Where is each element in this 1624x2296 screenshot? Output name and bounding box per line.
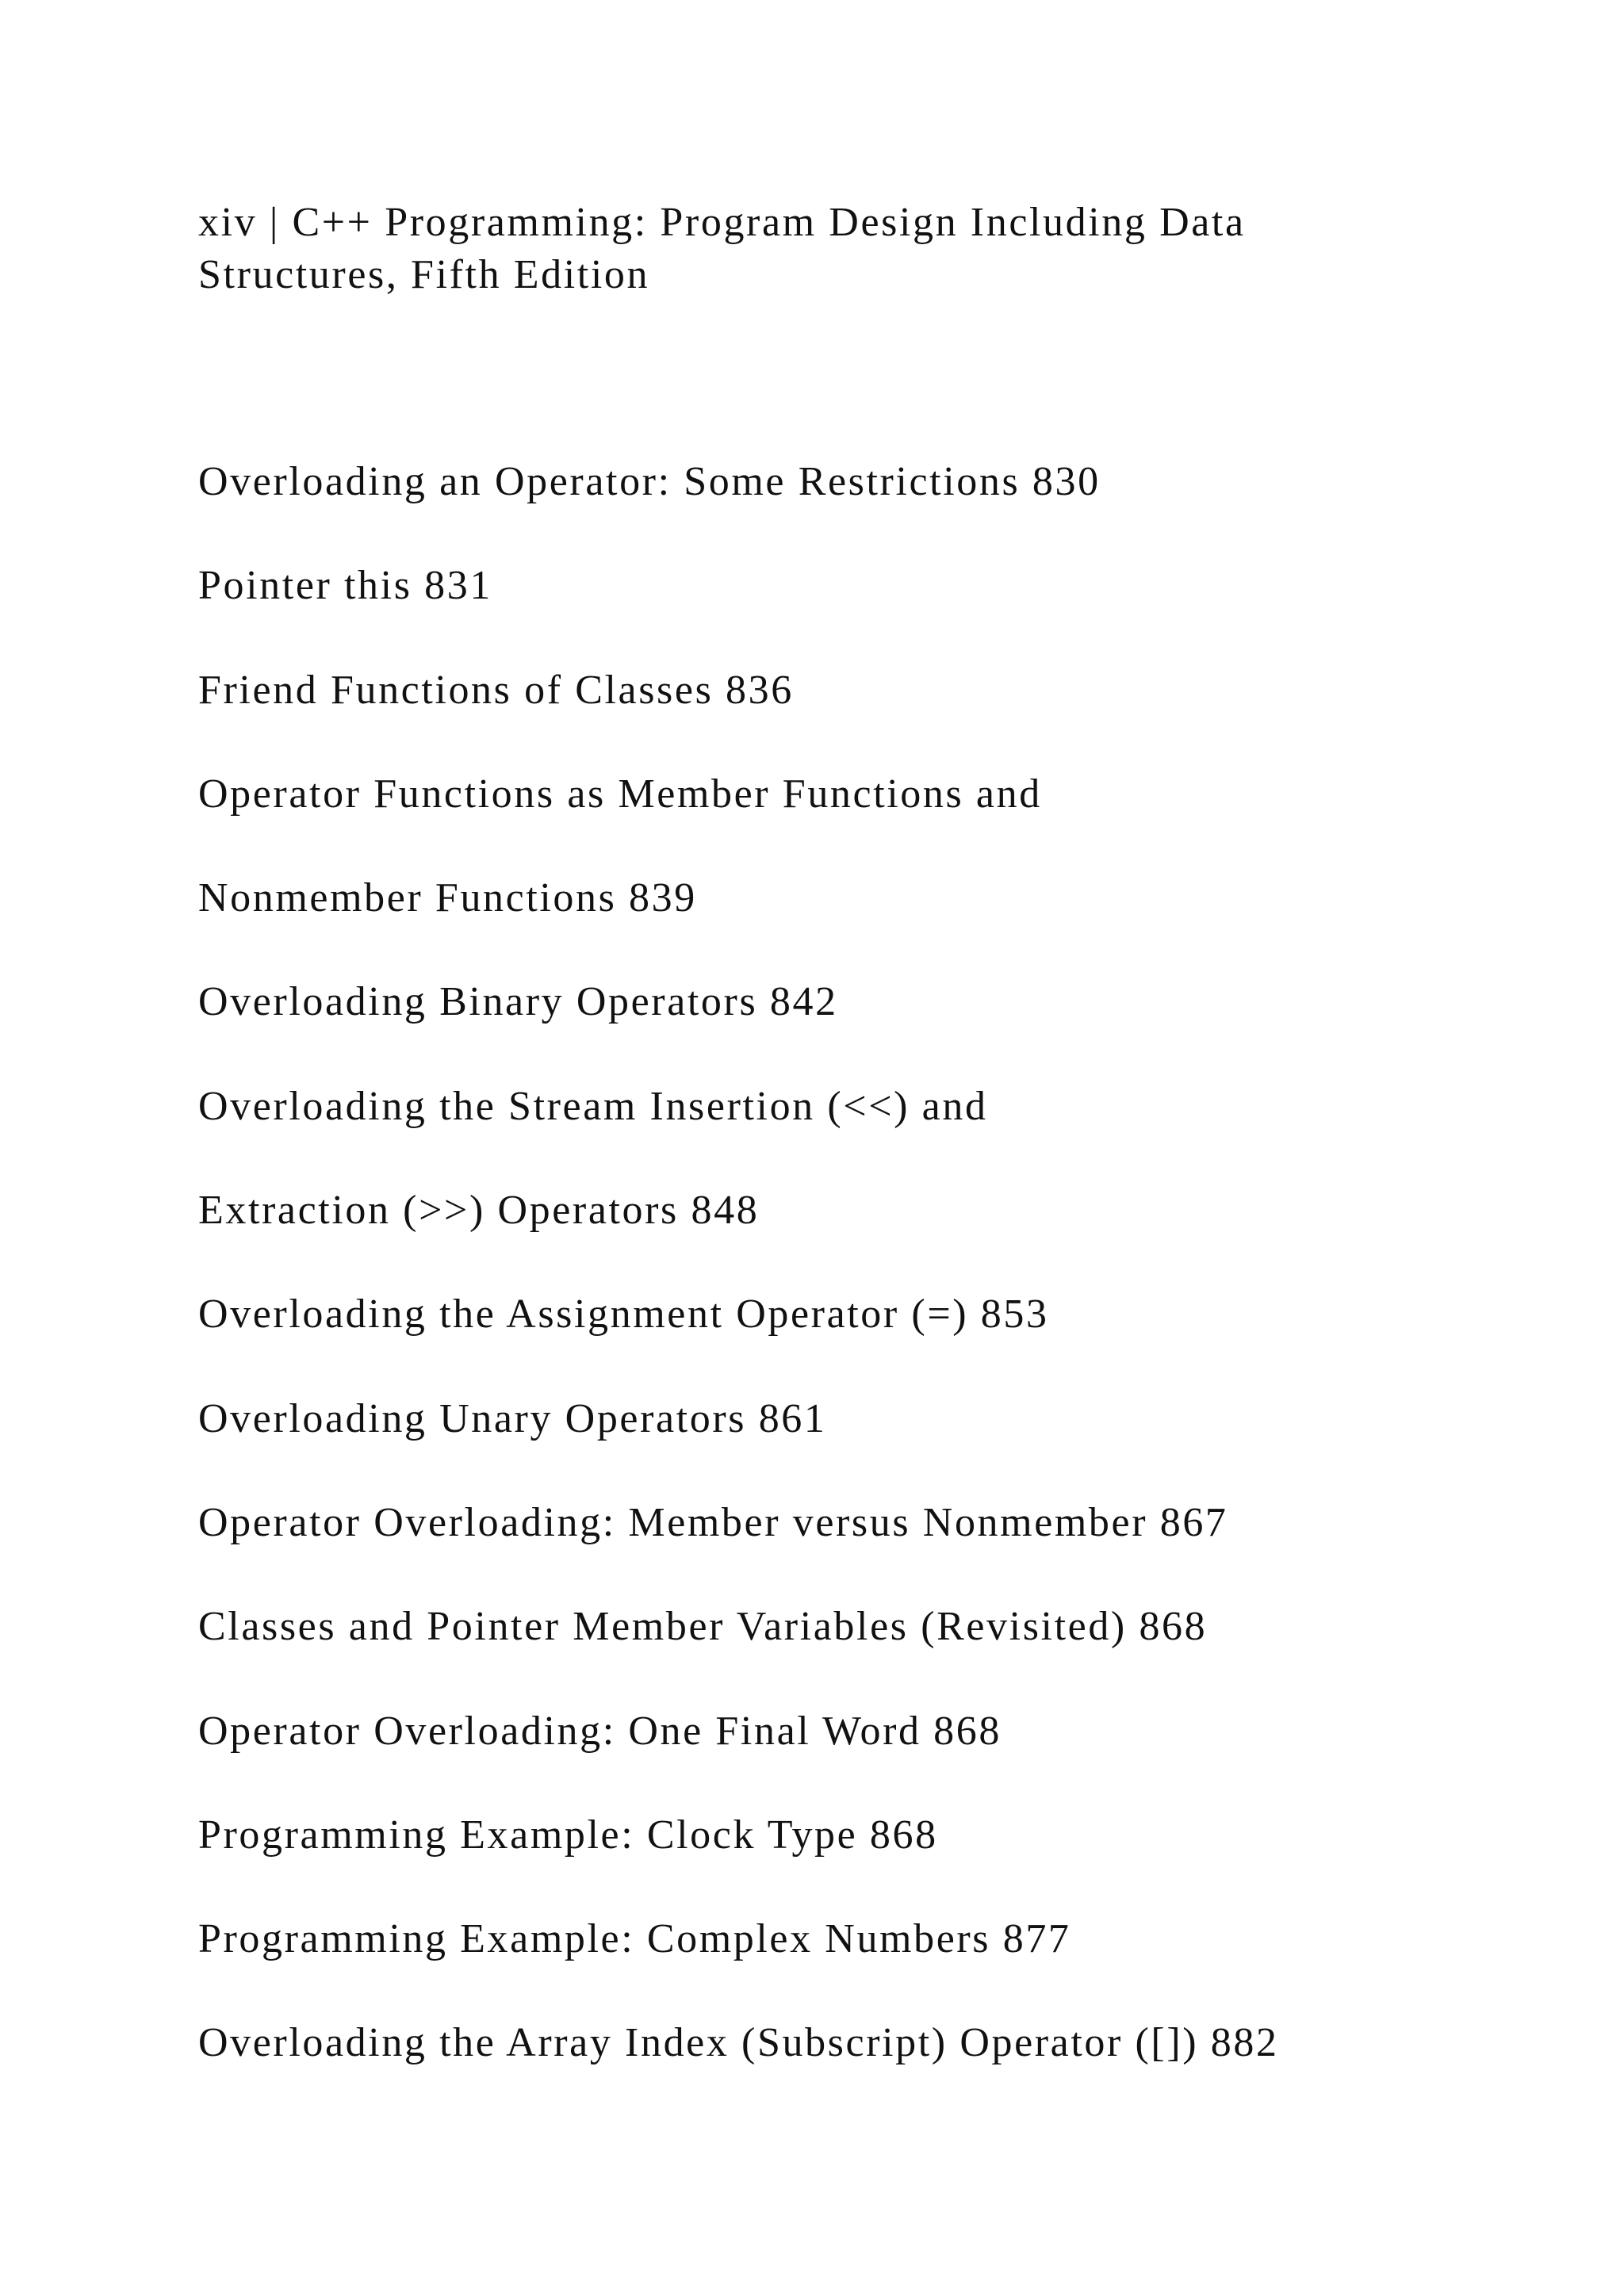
toc-entry: Classes and Pointer Member Variables (Revisited) 868: [198, 1604, 1208, 1650]
toc-entry: Overloading the Assignment Operator (=) 853: [198, 1292, 1049, 1337]
header-line-2: Structures, Fifth Edition: [198, 252, 650, 297]
toc-entry: Extraction (>>) Operators 848: [198, 1188, 760, 1234]
header-line-1: xiv | C++ Programming: Program Design Including Data: [198, 200, 1246, 245]
toc-entry: Overloading an Operator: Some Restrictions 830: [198, 459, 1101, 504]
toc-entry: Overloading Unary Operators 861: [198, 1395, 827, 1441]
toc-entry: Operator Functions as Member Functions and: [198, 771, 1042, 817]
toc-entry: Nonmember Functions 839: [198, 875, 697, 921]
toc-entry: Operator Overloading: One Final Word 868: [198, 1708, 1002, 1754]
toc-entry: Overloading the Stream Insertion (<<) and: [198, 1083, 988, 1129]
table-of-contents: [198, 452, 1546, 2118]
toc-entry: Overloading the Array Index (Subscript) Operator ([]) 882: [198, 2020, 1279, 2066]
page-header: [198, 197, 1435, 301]
toc-entry: Programming Example: Clock Type 868: [198, 1812, 938, 1858]
toc-entry: Friend Functions of Classes 836: [198, 667, 794, 713]
toc-entry: Programming Example: Complex Numbers 877: [198, 1916, 1071, 1962]
toc-entry: Operator Overloading: Member versus Nonmember 867: [198, 1499, 1228, 1545]
toc-entry: Pointer this 831: [198, 563, 492, 609]
toc-entry: Overloading Binary Operators 842: [198, 979, 838, 1025]
